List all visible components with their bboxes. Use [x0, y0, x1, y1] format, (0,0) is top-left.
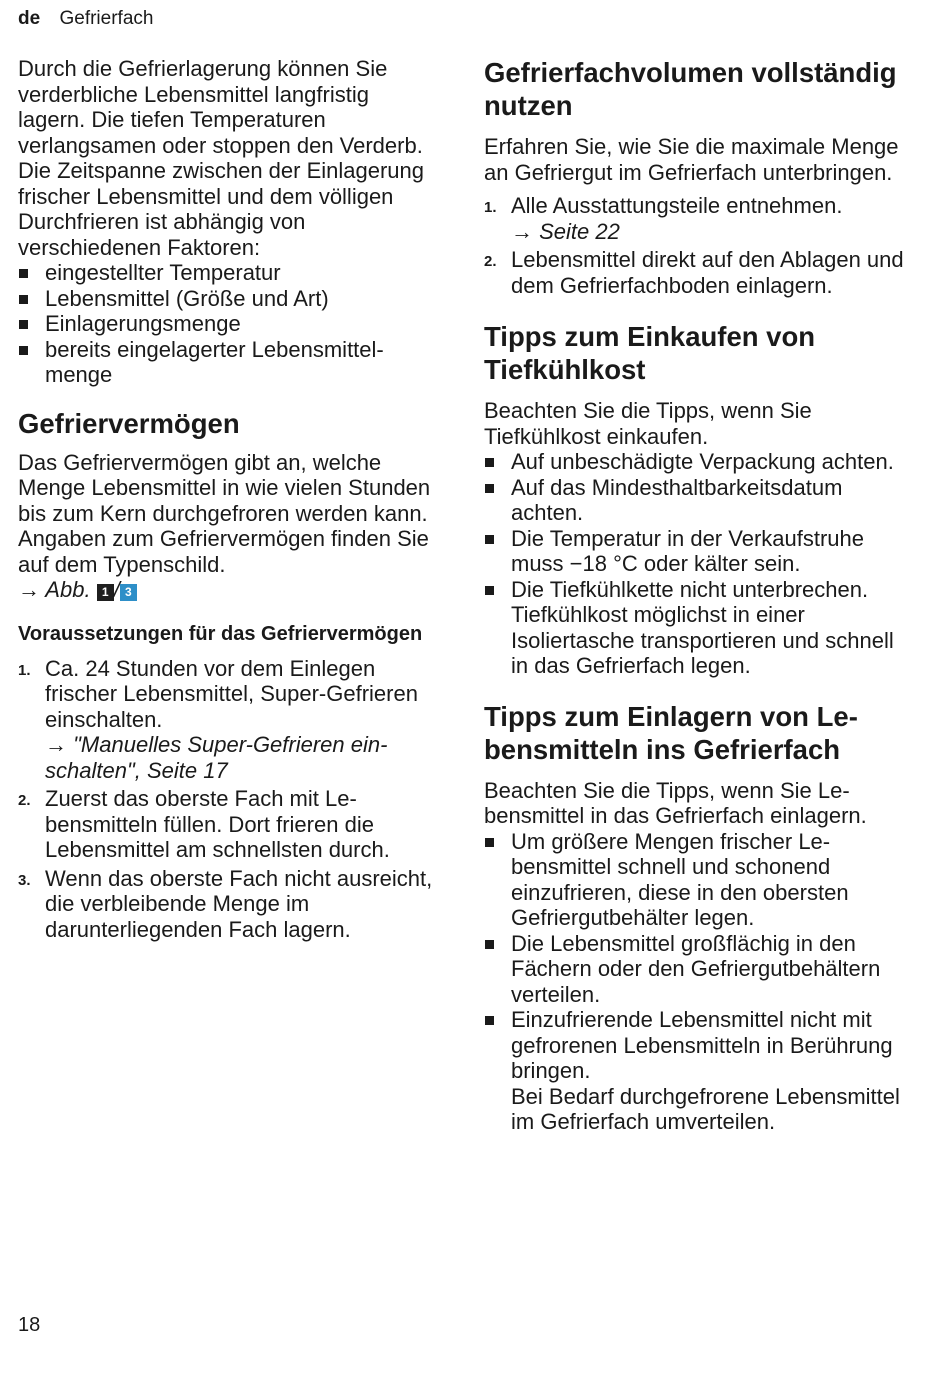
factors-list	[18, 260, 438, 388]
list-item: Um größere Mengen frischer Lebensmittel schnell und schonend einzufrieren, diese in den obersten Gefriergutbehälter legen.	[484, 829, 904, 931]
bullet-icon	[485, 586, 494, 595]
intro-paragraph-2: Die Zeitspanne zwischen der Einlagerung frischer Lebensmittel und dem völligen Durchfrieren ist abhängig von verschiedenen Faktoren:	[18, 158, 425, 260]
page-header	[18, 8, 153, 30]
heading-tipps-einlagern: Tipps zum Einlagern von Lebensmitteln ins Gefrierfach	[484, 700, 858, 765]
right-column	[484, 56, 904, 1135]
step-item: 1. Ca. 24 Stunden vor dem Einlegen frischer Lebensmittel, Super-Gefrieren einschalten. → "Manuelles Super-Gefrieren einschalten", Seite 17	[18, 656, 438, 784]
list-item: Auf das Mindesthaltbarkeitsdatum achten.	[484, 475, 904, 526]
bullet-icon	[19, 320, 28, 329]
bullet-icon	[485, 484, 494, 493]
heading-tipps-einkaufen: Tipps zum Einkaufen von Tiefkühlkost	[484, 321, 816, 385]
list-item: Auf unbeschädigte Verpackung achten.	[484, 449, 904, 475]
step-item: 2. Zuerst das oberste Fach mit Lebensmitteln füllen. Dort frieren die Lebensmittel am schnellsten durch.	[18, 786, 390, 862]
bullet-icon	[485, 458, 494, 467]
intro-paragraph: Durch die Gefrierlagerung können Sie verderbliche Lebensmittel langfristig lagern. Die tiefen Temperaturen verlangsamen oder stoppen den Verderb.	[18, 56, 423, 158]
buy-paragraph: Beachten Sie die Tipps, wenn Sie Tiefkühlkost einkaufen.	[484, 398, 812, 449]
bullet-icon	[485, 1016, 494, 1025]
list-item: Die Temperatur in der Verkaufstruhe muss −18 °C oder kälter sein.	[484, 526, 904, 577]
bullet-icon	[485, 838, 494, 847]
volume-steps-list	[484, 193, 904, 298]
bullet-icon	[19, 346, 28, 355]
heading-gefriervermoegen: Gefriervermögen	[18, 407, 240, 439]
list-item: Einlagerungsmenge	[18, 311, 438, 337]
heading-voraussetzungen: Voraussetzungen für das Gefriervermögen	[18, 622, 423, 645]
cross-reference-link[interactable]: → "Manuelles Super-Gefrieren einschalten", Seite 17	[45, 732, 388, 783]
bullet-icon	[19, 295, 28, 304]
store-tips-list	[484, 829, 904, 1135]
heading-gefrierfachvolumen: Gefrierfachvolumen vollständig nutzen	[484, 57, 897, 121]
figure-reference[interactable]: → Abb. 1 / 3	[18, 577, 438, 603]
buy-tips-list	[484, 449, 904, 679]
steps-list	[18, 656, 438, 943]
list-item: Lebensmittel (Größe und Art)	[18, 286, 438, 312]
freeze-paragraph-2: Angaben zum Gefriervermögen finden Sie auf dem Typenschild.	[18, 526, 429, 577]
list-item: Die Tiefkühlkette nicht unterbrechen. Tiefkühlkost möglichst in einer Isoliertasche transportieren und schnell in das Gefrierfach legen.	[484, 577, 904, 679]
bullet-icon	[19, 269, 28, 278]
left-column	[18, 56, 438, 945]
page-number: 18	[18, 1314, 41, 1336]
list-item: Die Lebensmittel großflächig in den Fächern oder den Gefriergutbehältern verteilen.	[484, 931, 904, 1008]
step-item: 3. Wenn das oberste Fach nicht ausreicht, die verbleibende Menge im darunterliegenden Fach lagern.	[18, 865, 433, 942]
step-item: 2. Lebensmittel direkt auf den Ablagen und dem Gefrierfachboden einlagern.	[484, 247, 904, 298]
store-note: Bei Bedarf durchgefrorene Lebensmittel im Gefrierfach umverteilen.	[511, 1083, 900, 1134]
freeze-paragraph: Das Gefriervermögen gibt an, welche Menge Lebensmittel in wie vielen Stunden bis zum Kern durchgefroren werden kann.	[18, 449, 431, 526]
bullet-icon	[485, 535, 494, 544]
step-item: 1. Alle Ausstattungsteile entnehmen. → Seite 22	[484, 193, 904, 244]
list-item: eingestellter Temperatur	[18, 260, 438, 286]
list-item: Einzufrierende Lebensmittel nicht mit gefrorenen Lebensmitteln in Berührung bringen. Bei Bedarf durchgefrorene Lebensmittel im Gefrierfach umverteilen.	[484, 1007, 904, 1135]
figure-badge-1: 1	[97, 584, 114, 601]
bullet-icon	[485, 940, 494, 949]
list-item: bereits eingelagerter Lebensmittelmenge	[18, 337, 438, 388]
language-code: de	[18, 8, 41, 29]
figure-badge-3: 3	[120, 584, 137, 601]
store-paragraph: Beachten Sie die Tipps, wenn Sie Lebensmittel in das Gefrierfach einlagern.	[484, 777, 867, 828]
cross-reference-link[interactable]: → Seite 22	[511, 218, 620, 244]
volume-paragraph: Erfahren Sie, wie Sie die maximale Menge an Gefriergut im Gefrierfach unterbringen.	[484, 134, 899, 185]
section-title: Gefrierfach	[59, 8, 154, 29]
